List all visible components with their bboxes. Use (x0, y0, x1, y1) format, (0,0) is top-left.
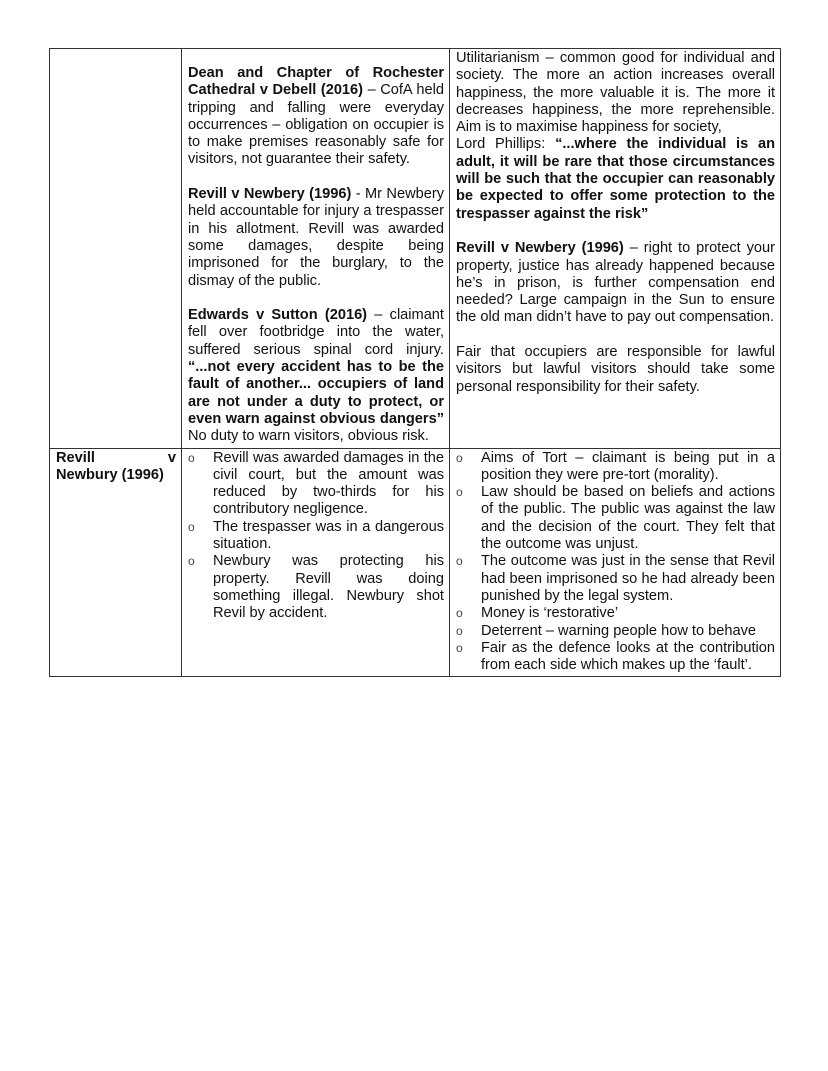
case-revill (188, 186, 444, 290)
list-item (456, 450, 775, 485)
topic-line-1: Revill v (56, 449, 176, 466)
list-item-text: Law should be based on beliefs and actions of the public. The public was against the law and the decision of the court. They felt that the outcome was unjust. (481, 484, 775, 553)
list-item (456, 553, 775, 605)
case-title: Revill v Newbery (1996) (188, 186, 352, 203)
bullet-circle-icon: o (456, 606, 463, 621)
bullet-circle-icon: o (456, 554, 463, 569)
list-item (456, 605, 775, 622)
facts-list (188, 450, 444, 623)
case-title: Edwards v Sutton (2016) (188, 307, 368, 324)
bullet-circle-icon: o (188, 554, 195, 569)
list-item-text: The outcome was just in the sense that Revil had been imprisoned so he had already been punished by the legal system. (481, 553, 775, 604)
case-title: Dean and Chapter of Rochester Cathedral v Debell (2016) (188, 65, 444, 99)
row2-facts-cell (182, 448, 450, 677)
case-title: Revill v Newbery (1996) (456, 240, 624, 257)
list-item (456, 623, 775, 640)
list-item (188, 450, 444, 519)
list-item-text: Deterrent – warning people how to behave (481, 622, 757, 639)
fairness-paragraph: Fair that occupiers are responsible for lawful visitors but lawful visitors should take some personal responsibility for their safety. (456, 344, 775, 395)
row1-topic-cell (50, 49, 182, 449)
list-item-text: Fair as the defence looks at the contribution from each side which makes up the ‘fault’. (481, 639, 775, 674)
case-quote: “...not every accident has to be the fault of another... occupiers of land are not under a duty to protect, or even warn against obvious dangers” (188, 359, 444, 427)
case-text: - Mr Newbery held accountable for injury a trespasser in his allotment. Revill was awarded some damages, despite being imprisoned for the burglary, to the dismay of the public. (188, 186, 445, 289)
utilitarianism-paragraph (456, 50, 775, 223)
bullet-circle-icon: o (456, 623, 463, 638)
paragraph-text: Utilitarianism – common good for individual and society. The more an action increases overall happiness, the more valuable it is. The more it decreases happiness, the more reprehensible. Aim is to maximise happiness for society, (456, 50, 775, 136)
list-item (188, 519, 444, 554)
row2-topic-cell (50, 448, 182, 677)
case-rochester (188, 65, 444, 169)
speaker: Lord Phillips: (456, 136, 556, 153)
bullet-circle-icon: o (188, 450, 195, 465)
list-item (188, 553, 444, 622)
row1-evaluation-cell (450, 49, 781, 449)
list-item (456, 484, 775, 553)
bullet-circle-icon: o (456, 640, 463, 655)
paragraph-text: – right to protect your property, justice has already happened because he’s in prison, is further compensation end needed? Large campaign in the Sun to ensure the old man didn’t have to pay out compensation. (456, 240, 775, 326)
list-item-text: Money is ‘restorative’ (481, 605, 619, 622)
quote: “...where the individual is an adult, it will be rare that those circumstances will be such that the occupier can reasonably be expected to offer some protection to the trespasser against the risk” (456, 136, 776, 222)
list-item-text: Aims of Tort – claimant is being put in a position they were pre-tort (morality). (481, 449, 775, 483)
bullet-circle-icon: o (456, 450, 463, 465)
bullet-circle-icon: o (188, 519, 195, 534)
bullet-circle-icon: o (456, 485, 463, 500)
case-text: – CofA held tripping and falling were everyday occurrences – obligation on occupier is to make premises reasonably safe for visitors, not guarantee their safety. (188, 82, 444, 168)
topic-line-2: Newbury (1996) (56, 466, 164, 483)
revill-evaluation-paragraph (456, 240, 775, 326)
row1-cases-cell (182, 49, 450, 449)
case-text-after: No duty to warn visitors, obvious risk. (188, 428, 429, 445)
table-row (50, 49, 781, 449)
table-row (50, 448, 781, 677)
list-item-text: Newbury was protecting his property. Revill was doing something illegal. Newbury shot Revil by accident. (213, 553, 444, 622)
case-text: – claimant fell over footbridge into the water, suffered serious spinal cord injury. (188, 307, 444, 358)
case-edwards (188, 307, 444, 445)
list-item-text: Revill was awarded damages in the civil court, but the amount was reduced by two-thirds for his contributory negligence. (213, 449, 444, 518)
evaluation-list (456, 450, 775, 675)
list-item (456, 640, 775, 675)
list-item-text: The trespasser was in a dangerous situation. (213, 518, 444, 553)
row2-evaluation-cell (450, 448, 781, 677)
notes-table (49, 48, 781, 677)
